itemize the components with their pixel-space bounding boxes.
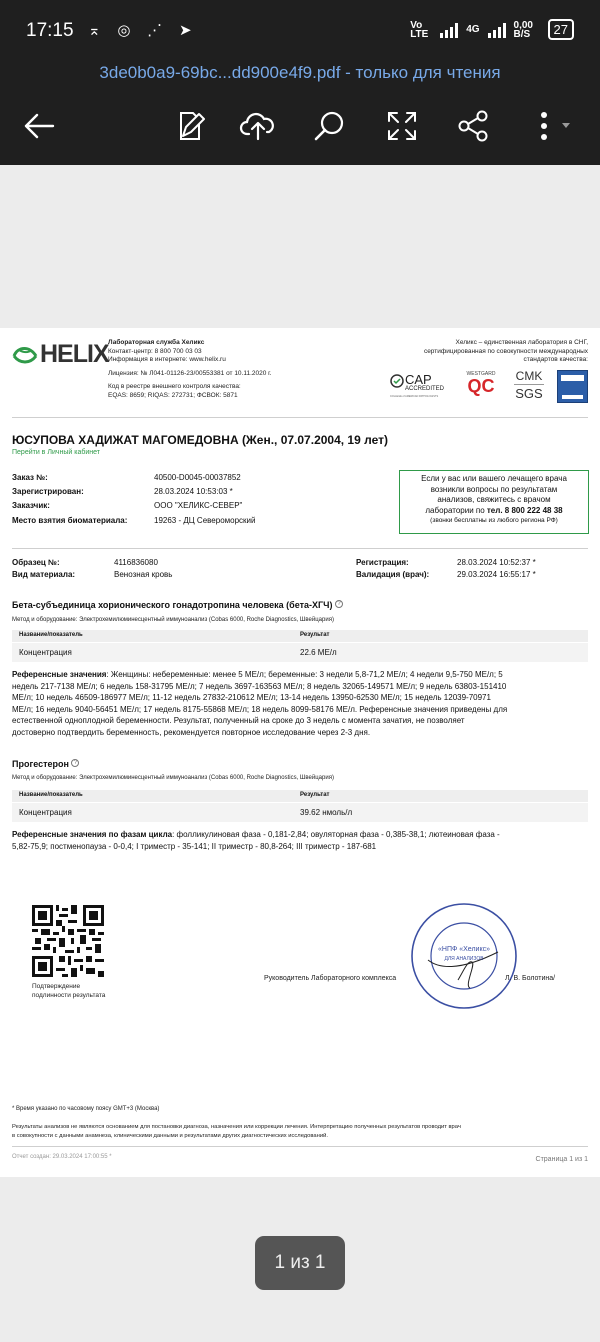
lab-tagline	[424, 339, 588, 365]
head-of-lab-name: Л. В. Болотина/	[505, 975, 556, 982]
disclaimer	[12, 1123, 592, 1141]
test1-ref-line: естественной одноплодной беременности. Результат, полученный на сроке до 3 недель с момента зачатия, не позволяет	[12, 716, 465, 725]
qr-caption-line1: Подтверждение	[32, 983, 81, 990]
test2-col-name: Название/показатель	[19, 792, 83, 798]
status-time: 17:15	[26, 20, 74, 41]
lab-service-name: Лабораторная служба Хеликс	[108, 339, 205, 346]
test1-ref-label: Референсные значения	[12, 670, 107, 679]
customer-label: Заказчик:	[12, 501, 50, 510]
test1-method: Метод и оборудование: Электрохемилюминесцентный иммуноанализ (Cobas 6000, Roche Diagnostics, Швейцария)	[12, 617, 334, 623]
qc-text: QC	[467, 376, 495, 396]
doctor-contact-box	[399, 470, 589, 534]
helix-logo	[12, 340, 109, 369]
status-bar	[0, 14, 600, 48]
validation-label: Валидация (врач):	[356, 570, 430, 579]
qr-caption	[32, 983, 105, 1000]
registration-label: Регистрация:	[356, 558, 409, 567]
contact-line3: анализов, свяжитесь с врачом	[437, 495, 551, 504]
toolbar	[0, 103, 600, 149]
lab-license: Лицензия: № Л041-01126-23/00553381 от 10.11.2020 г.	[108, 369, 272, 377]
test1-ref-line: достоверно подтвердить беременность, рекомендуется повторное исследование через 2-3 дня.	[12, 727, 371, 737]
test1-ref-line: МЕ/л; 10 недель 46509-186977 МЕ/л; 11-12 недель 27832-210612 МЕ/л; 13-14 недель 13950-62530 МЕ/л; 15 недель 12039-70971	[12, 693, 491, 702]
test1-ref-line: : Женщины: небеременные: менее 5 МЕ/л; беременные: 3 недели 5,8-71,2 МЕ/л; 4 недели 9,5-750 МЕ/л; 5	[106, 670, 503, 679]
westgard-qc-logo	[463, 371, 499, 395]
search-icon[interactable]	[308, 103, 352, 149]
document-title: 3de0b0a9-69bc...dd900e4f9.pdf - только для чтения	[99, 63, 501, 82]
test2-ref-line: 5,82-75,9; постменопауза - 0-0,4; I триместр - 35-141; II триместр - 80,8-264; III триместр - 187-681	[12, 841, 377, 851]
test1-row-value: 22.6 МЕ/л	[300, 648, 337, 657]
back-arrow-icon[interactable]	[17, 103, 61, 149]
sample-value: 4116836080	[114, 558, 158, 567]
page-indicator: 1 из 1	[255, 1236, 345, 1290]
cmk-text: CMK	[515, 369, 543, 383]
tagline-line1: Хеликс – единственная лаборатория в СНГ,	[455, 339, 588, 346]
test1-col-result: Результат	[300, 632, 330, 638]
test2-ref-label: Референсные значения по фазам цикла	[12, 830, 173, 839]
contact-line2: возникли вопросы по результатам	[430, 484, 558, 494]
test1-col-name: Название/показатель	[19, 632, 83, 638]
test1-row-name: Концентрация	[19, 648, 72, 657]
test2-reference	[12, 829, 592, 852]
test1-title-text: Бета-субъединица хорионического гонадотропина человека (бета-ХГЧ)	[12, 600, 333, 610]
more-icon[interactable]	[526, 103, 582, 149]
lab-registry-codes: EQAS: 8659; RIQAS: 272731; ФСВОК: 5871	[108, 391, 238, 399]
biomaterial-place-value: 19263 - ДЦ Североморский	[154, 516, 256, 525]
order-label: Заказ №:	[12, 473, 48, 482]
lab-info	[108, 339, 272, 400]
helix-wordmark: HELIX	[40, 340, 109, 368]
page-number: Страница 1 из 1	[535, 1156, 588, 1163]
cap-text: CAP	[405, 372, 432, 387]
volte-label: Vo LTE	[410, 19, 429, 40]
signal-icon	[440, 22, 458, 38]
lab-stamp	[408, 900, 520, 1012]
registration-value: 28.03.2024 10:52:37 *	[457, 558, 536, 567]
customer-value: ООО "ХЕЛИКС-СЕВЕР"	[154, 501, 243, 510]
personal-cabinet-link[interactable]: Перейти в Личный кабинет	[12, 449, 101, 456]
contact-line1: Если у вас или вашего лечащего врача	[421, 474, 567, 483]
cap-cert-logo	[390, 372, 452, 402]
test2-title	[12, 759, 79, 769]
disclaimer-line2: в совокупности с данными анамнеза, клиническими данными и результатами других диагностических исследований.	[12, 1133, 328, 1139]
cloud-upload-icon[interactable]	[236, 103, 280, 149]
report-created: Отчет создан: 29.03.2024 17:00:55 *	[12, 1154, 112, 1160]
info-icon[interactable]: ?	[335, 600, 343, 608]
timezone-note: * Время указано по часовому поясу GMT+3 (Москва)	[12, 1106, 160, 1112]
test2-ref-line: : фолликулиновая фаза - 0,181-2,84; овуляторная фаза - 0,385-38,1; лютеиновая фаза -	[172, 830, 500, 839]
registered-label: Зарегистрирован:	[12, 487, 84, 496]
contact-phone[interactable]: тел. 8 800 222 48 38	[486, 505, 563, 515]
patient-name: ЮСУПОВА ХАДИЖАТ МАГОМЕДОВНА (Жен., 07.07.2004, 19 лет)	[12, 433, 388, 447]
qr-caption-line2: подлинности результата	[32, 991, 106, 999]
test1-ref-line: недель 217-7138 МЕ/л; 6 недель 158-31795 МЕ/л; 7 недель 3697-163563 МЕ/л; 8 недель 32065-149571 МЕ/л; 9 недель 63803-151410	[12, 681, 507, 691]
share-icon[interactable]	[451, 103, 495, 149]
tagline-line2: сертифицированная по совокупности международных	[423, 347, 588, 355]
cmk-sgs-logo	[514, 370, 544, 400]
order-value: 40500-D0045-00037852	[154, 473, 241, 482]
lab-registry-label: Код в реестре внешнего контроля качества:	[108, 383, 241, 390]
fullscreen-icon[interactable]	[380, 103, 424, 149]
disclaimer-line1: Результаты анализов не являются основанием для постановки диагноза, назначения или коррекции лечения. Интерпретацию полученных результатов проводит врач	[12, 1124, 461, 1130]
sample-label: Образец №:	[12, 558, 60, 567]
head-of-lab-label: Руководитель Лабораторного комплекса	[264, 975, 397, 982]
iso-cert-logo	[557, 370, 588, 403]
contact-line4: лаборатории по	[425, 505, 487, 515]
cap-accredited: ACCREDITED	[405, 386, 445, 392]
network-type: 4G	[466, 24, 480, 35]
lab-contact: Контакт-центр: 8 800 700 03 03	[108, 347, 202, 355]
validation-value: 29.03.2024 16:55:17 *	[457, 570, 536, 579]
westgard-text: WESTGARD	[466, 371, 496, 377]
cap-college: COLLEGE of AMERICAN PATHOLOGISTS	[390, 395, 439, 398]
lab-website: Информация в интернете: www.helix.ru	[108, 356, 226, 363]
test1-reference	[12, 669, 592, 738]
test2-row-value: 39.62 нмоль/л	[300, 808, 353, 817]
material-value: Венозная кровь	[114, 570, 173, 579]
test1-title	[12, 600, 343, 610]
battery-icon: 27	[548, 19, 574, 40]
edit-icon[interactable]	[167, 103, 211, 149]
helix-logo-icon	[12, 344, 38, 366]
test2-method: Метод и оборудование: Электрохемилюминесцентный иммуноанализ (Cobas 6000, Roche Diagnostics, Швейцария)	[12, 775, 334, 781]
stamp-sub-text: ДЛЯ АНАЛИЗОВ	[444, 956, 484, 962]
tagline-line3: стандартов качества:	[523, 356, 588, 363]
test2-col-result: Результат	[300, 792, 330, 798]
pdf-page	[0, 328, 600, 1177]
status-right	[410, 19, 574, 40]
biomaterial-place-label: Место взятия биоматериала:	[12, 516, 128, 525]
app-header	[0, 0, 600, 165]
stamp-center-text: «НПФ «Хеликс»	[438, 946, 490, 953]
registered-value: 28.03.2024 10:53:03 *	[154, 487, 233, 496]
info-icon[interactable]: ?	[71, 759, 79, 767]
contact-line5: (звонки бесплатны из любого региона РФ)	[430, 517, 558, 524]
net-speed: 0,00 B/S	[513, 19, 533, 40]
material-label: Вид материала:	[12, 570, 76, 579]
notification-icons: ⌅ ◎ ⋰ ➤	[88, 21, 198, 39]
sgs-text: SGS	[515, 386, 543, 401]
test2-row-name: Концентрация	[19, 808, 72, 817]
test1-ref-line: МЕ/л; 16 недель 9040-56451 МЕ/л; 17 недель 8175-55868 МЕ/л; 18 недель 8099-58176 МЕ/л. Референсные значения приведены для	[12, 704, 508, 714]
signal2-icon	[488, 22, 506, 38]
qr-code[interactable]	[32, 905, 104, 977]
test2-title-text: Прогестерон	[12, 759, 69, 769]
